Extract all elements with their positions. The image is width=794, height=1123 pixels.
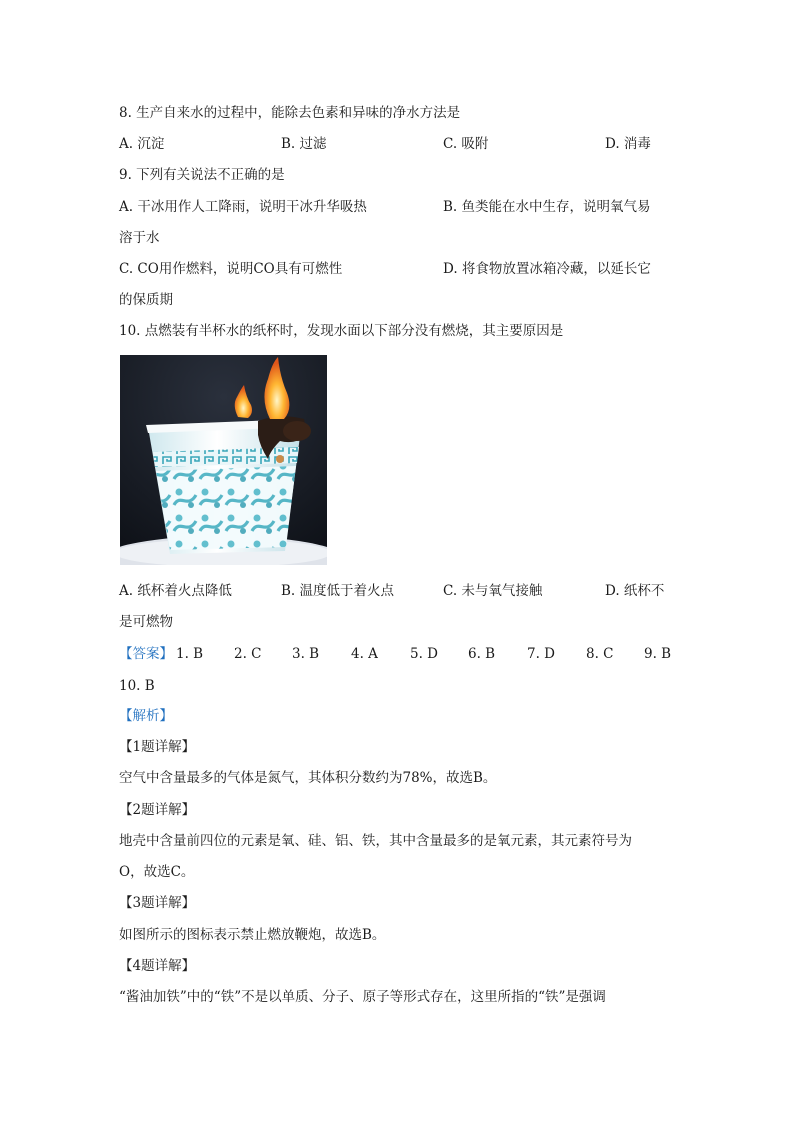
q10-option-d-cont: 是可燃物 bbox=[119, 614, 173, 630]
answer-label: 【答案】 bbox=[119, 646, 173, 662]
detail-2-text: 地壳中含量前四位的元素是氧、硅、铝、铁，其中含量最多的是氧元素，其元素符号为 bbox=[119, 833, 632, 849]
q8-option-d: D. 消毒 bbox=[605, 136, 651, 152]
q9-option-d: D. 将食物放置冰箱冷藏，以延长它 bbox=[443, 261, 651, 277]
q8-option-c: C. 吸附 bbox=[443, 136, 489, 152]
q10-option-b: B. 温度低于着火点 bbox=[281, 583, 395, 599]
q9-option-d-cont: 的保质期 bbox=[119, 292, 173, 308]
detail-1-text: 空气中含量最多的气体是氮气，其体积分数约为78%，故选B。 bbox=[119, 770, 497, 786]
burning-paper-cup-photo bbox=[120, 355, 327, 565]
q8-option-b: B. 过滤 bbox=[281, 136, 327, 152]
analysis-label: 【解析】 bbox=[119, 708, 173, 724]
q10-stem: 10. 点燃装有半杯水的纸杯时，发现水面以下部分没有燃烧，其主要原因是 bbox=[119, 323, 564, 339]
q10-option-a: A. 纸杯着火点降低 bbox=[119, 583, 232, 599]
detail-3-text: 如图所示的图标表示禁止燃放鞭炮，故选B。 bbox=[119, 927, 386, 943]
answer-item: 9. B bbox=[644, 646, 672, 662]
detail-2-title: 【2题详解】 bbox=[119, 802, 196, 818]
detail-4-text: “酱油加铁”中的“铁”不是以单质、分子、原子等形式存在，这里所指的“铁”是强调 bbox=[119, 989, 606, 1005]
q9-stem: 9. 下列有关说法不正确的是 bbox=[119, 167, 285, 183]
answer-item-last: 10. B bbox=[119, 678, 155, 694]
answer-item: 7. D bbox=[527, 646, 555, 662]
detail-2-text-cont: O，故选C。 bbox=[119, 864, 195, 880]
answer-item: 2. C bbox=[234, 646, 262, 662]
q8-option-a: A. 沉淀 bbox=[119, 136, 165, 152]
answer-item: 3. B bbox=[292, 646, 320, 662]
q9-option-a: A. 干冰用作人工降雨，说明干冰升华吸热 bbox=[119, 199, 367, 215]
q9-option-b-cont: 溶于水 bbox=[119, 230, 160, 246]
q10-option-d: D. 纸杯不 bbox=[605, 583, 665, 599]
q9-option-b: B. 鱼类能在水中生存，说明氧气易 bbox=[443, 199, 651, 215]
answer-item: 6. B bbox=[468, 646, 496, 662]
answer-item: 4. A bbox=[351, 646, 378, 662]
q8-stem: 8. 生产自来水的过程中，能除去色素和异味的净水方法是 bbox=[119, 105, 461, 121]
q9-option-c: C. CO用作燃料，说明CO具有可燃性 bbox=[119, 261, 343, 277]
answer-item: 8. C bbox=[586, 646, 614, 662]
answer-item: 1. B bbox=[176, 646, 204, 662]
detail-3-title: 【3题详解】 bbox=[119, 895, 196, 911]
q10-option-c: C. 未与氧气接触 bbox=[443, 583, 543, 599]
detail-4-title: 【4题详解】 bbox=[119, 958, 196, 974]
detail-1-title: 【1题详解】 bbox=[119, 739, 196, 755]
answer-item: 5. D bbox=[410, 646, 438, 662]
